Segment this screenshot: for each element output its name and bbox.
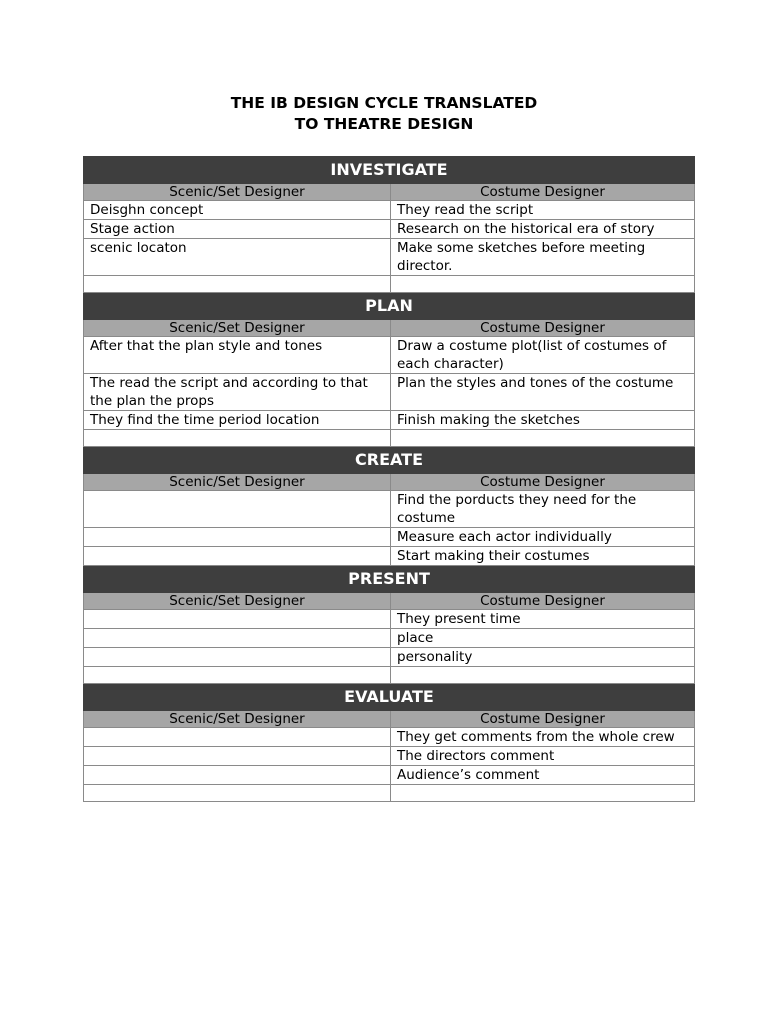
costume-cell: Research on the historical era of story bbox=[391, 220, 695, 239]
costume-cell: Start making their costumes bbox=[391, 547, 695, 566]
table-row bbox=[84, 220, 695, 239]
table-row bbox=[84, 785, 695, 802]
costume-cell: Draw a costume plot(list of costumes of each character) bbox=[391, 337, 695, 374]
table-row bbox=[84, 411, 695, 430]
phase-title: CREATE bbox=[84, 447, 695, 474]
title-line-2: TO THEATRE DESIGN bbox=[294, 115, 474, 133]
costume-cell bbox=[391, 430, 695, 447]
scenic-cell: Deisghn concept bbox=[84, 201, 391, 220]
table-row bbox=[84, 239, 695, 276]
column-header-row bbox=[84, 320, 695, 337]
phase-title: EVALUATE bbox=[84, 684, 695, 711]
column-header-costume: Costume Designer bbox=[391, 593, 695, 610]
column-header-costume: Costume Designer bbox=[391, 711, 695, 728]
table-row bbox=[84, 491, 695, 528]
costume-cell: They read the script bbox=[391, 201, 695, 220]
costume-cell bbox=[391, 667, 695, 684]
phase-header-create bbox=[84, 447, 695, 474]
scenic-cell: scenic locaton bbox=[84, 239, 391, 276]
table-row bbox=[84, 430, 695, 447]
scenic-cell bbox=[84, 547, 391, 566]
scenic-cell: After that the plan style and tones bbox=[84, 337, 391, 374]
costume-cell: They present time bbox=[391, 610, 695, 629]
scenic-cell bbox=[84, 276, 391, 293]
costume-cell: Measure each actor individually bbox=[391, 528, 695, 547]
phase-title: INVESTIGATE bbox=[84, 157, 695, 184]
costume-cell: Plan the styles and tones of the costume bbox=[391, 374, 695, 411]
column-header-scenic: Scenic/Set Designer bbox=[84, 320, 391, 337]
costume-cell: The directors comment bbox=[391, 747, 695, 766]
scenic-cell bbox=[84, 785, 391, 802]
scenic-cell bbox=[84, 648, 391, 667]
scenic-cell bbox=[84, 667, 391, 684]
column-header-costume: Costume Designer bbox=[391, 474, 695, 491]
column-header-scenic: Scenic/Set Designer bbox=[84, 474, 391, 491]
scenic-cell bbox=[84, 766, 391, 785]
column-header-row bbox=[84, 184, 695, 201]
column-header-row bbox=[84, 711, 695, 728]
costume-cell: They get comments from the whole crew bbox=[391, 728, 695, 747]
costume-cell bbox=[391, 785, 695, 802]
table-row bbox=[84, 610, 695, 629]
column-header-scenic: Scenic/Set Designer bbox=[84, 593, 391, 610]
scenic-cell bbox=[84, 747, 391, 766]
scenic-cell: They find the time period location bbox=[84, 411, 391, 430]
phase-title: PRESENT bbox=[84, 566, 695, 593]
costume-cell: Audience’s comment bbox=[391, 766, 695, 785]
scenic-cell: Stage action bbox=[84, 220, 391, 239]
costume-cell: Finish making the sketches bbox=[391, 411, 695, 430]
table-row bbox=[84, 547, 695, 566]
table-row bbox=[84, 648, 695, 667]
table-row bbox=[84, 374, 695, 411]
scenic-cell bbox=[84, 629, 391, 648]
column-header-row bbox=[84, 593, 695, 610]
design-cycle-table bbox=[83, 156, 695, 802]
phase-header-investigate bbox=[84, 157, 695, 184]
design-cycle-table-body bbox=[84, 157, 695, 802]
phase-header-present bbox=[84, 566, 695, 593]
costume-cell bbox=[391, 276, 695, 293]
phase-header-evaluate bbox=[84, 684, 695, 711]
column-header-row bbox=[84, 474, 695, 491]
table-row bbox=[84, 528, 695, 547]
costume-cell: place bbox=[391, 629, 695, 648]
table-row bbox=[84, 201, 695, 220]
costume-cell: personality bbox=[391, 648, 695, 667]
document-title bbox=[0, 93, 768, 135]
costume-cell: Find the porducts they need for the costume bbox=[391, 491, 695, 528]
title-line-1: THE IB DESIGN CYCLE TRANSLATED bbox=[230, 94, 538, 112]
column-header-costume: Costume Designer bbox=[391, 184, 695, 201]
column-header-scenic: Scenic/Set Designer bbox=[84, 184, 391, 201]
table-row bbox=[84, 728, 695, 747]
column-header-costume: Costume Designer bbox=[391, 320, 695, 337]
scenic-cell: The read the script and according to that the plan the props bbox=[84, 374, 391, 411]
table-row bbox=[84, 667, 695, 684]
table-row bbox=[84, 766, 695, 785]
table-row bbox=[84, 747, 695, 766]
scenic-cell bbox=[84, 728, 391, 747]
costume-cell: Make some sketches before meeting director. bbox=[391, 239, 695, 276]
scenic-cell bbox=[84, 491, 391, 528]
column-header-scenic: Scenic/Set Designer bbox=[84, 711, 391, 728]
scenic-cell bbox=[84, 430, 391, 447]
scenic-cell bbox=[84, 528, 391, 547]
table-row bbox=[84, 337, 695, 374]
scenic-cell bbox=[84, 610, 391, 629]
table-row bbox=[84, 276, 695, 293]
phase-header-plan bbox=[84, 293, 695, 320]
phase-title: PLAN bbox=[84, 293, 695, 320]
table-row bbox=[84, 629, 695, 648]
